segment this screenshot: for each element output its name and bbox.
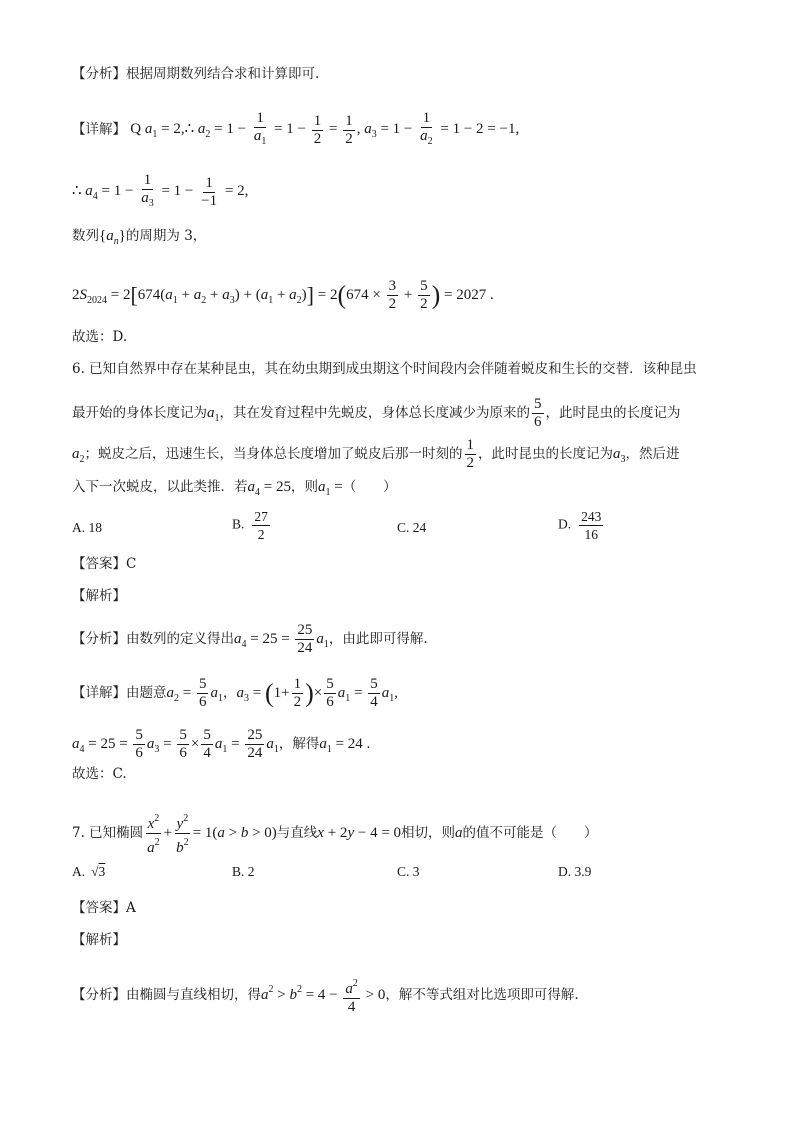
q6-detail-line-1 [72,676,398,711]
q5-detail-line-2 [72,172,248,212]
q5-choice: 故选：D. [72,329,128,345]
option-label: B. [232,516,245,532]
q7-option-c[interactable]: C. 3 [397,864,420,879]
q7-text: 相切，则 [401,824,456,841]
q6-text: ，解得 [278,735,320,752]
q7-option-b[interactable]: B. 2 [232,864,255,879]
math-expr: ∴ $a_4 = 1$ − $\frac{1}{a_3}$ = 1 − $\frac{1}{-1}$ = 2, [72,172,249,209]
q6-text: 由数列的定义得出 [126,630,234,647]
math-a3: $a_3$ [613,446,626,465]
q6-text: 由题意 [126,684,167,701]
math-frac-243-16: $\frac{243}{16}$ [581,509,602,542]
q7-answer-line [72,898,136,918]
q7-text: ，解不等式组对比选项即可得解. [385,986,579,1003]
q6-stem-line-3 [72,437,680,472]
detail-tag: 【详解】 [72,121,126,138]
math-expr: $a_1$ = [317,479,343,498]
q7-stem-line [72,810,598,857]
math-frac-5-6: $\frac{5}{6}$ [534,396,542,430]
q6-stem-line-4 [72,477,397,503]
q5-analysis-line [72,64,319,84]
q6-answer: C [126,556,137,572]
math-sqrt3: √3 [91,864,106,879]
math-expr: $a_1 = 24$ . [319,735,371,755]
math-expr: $a_4 = 25$ [247,479,291,498]
q7-option-d[interactable]: D. 3.9 [558,864,592,879]
math-expr: $a_3 = (1+$ $\frac{1}{2}$ )× $\frac{5}{6}$ $a_1$ = $\frac{5}{4}$ $a_1$, [236,676,398,710]
math-expr: Q $a_1$ = 2,∴ $a_2 = 1$ − $\frac{1}{a_1}$ = 1 − $\frac{1}{2}$ = $\frac{1}{2}$ , $a_3 = 1$ − $\frac{1}{a_2}$ = 1 − 2 = −1, [130,110,520,147]
q6-choice: 故选：C. [72,766,127,782]
q7-option-a[interactable] [72,862,105,882]
q6-option-b[interactable] [232,508,272,543]
analysis-tag: 【分析】 [72,630,126,647]
math-expr: $a_4 = 25$ = $\frac{25}{24}$ $a_1$ [234,622,329,656]
q7-text: 7. 已知椭圆 [72,824,144,841]
math-expr: $a_2$ = $\frac{5}{6}$ $a_1$ [166,676,223,710]
q6-detail-line-2 [72,727,370,762]
q6-text: ，此时昆虫的长度记为 [545,405,681,421]
q6-text: ，则 [290,479,318,495]
math-a2: $a_2$ [72,446,85,465]
option-label: D. [558,516,572,532]
explain-tag: 【解析】 [72,588,126,604]
answer-tag: 【答案】 [72,900,126,916]
q6-text: ， [222,684,237,701]
q6-text: ，由此即可得解. [328,630,428,647]
q6-analysis-line [72,622,428,657]
math-a: a [455,824,463,841]
math-frac-27-2: $\frac{27}{2}$ [254,509,268,542]
q7-answer: A [126,900,136,916]
q5-analysis-text: 根据周期数列结合求和计算即可. [126,66,320,82]
q5-sum-line [72,278,494,313]
q5-period-text: 数列 [72,228,99,244]
math-ellipse: $\frac{x^2}{a^2}$ + $\frac{y^2}{b^2}$ = 1(a > b > 0) [143,825,277,841]
q5-detail-line-1 [72,110,519,150]
explain-tag: 【解析】 [72,932,126,948]
q6-stem-line-1: 6. 已知自然界中存在某种昆虫，其在幼虫期到成虫期这个时间段内会伴随着蜕皮和生长的交替．该种昆虫 [72,361,697,377]
q5-period-line [72,226,206,252]
analysis-tag: 【分析】 [72,986,126,1003]
math-expr: $a_4 = 25$ = $\frac{5}{6}$ $a_3$ = $\frac{5}{6}$ × $\frac{5}{4}$ $a_1$ = $\frac{25}{24}$ $a_1$ [72,727,279,761]
q6-text: 入下一次蜕皮，以此类推．若 [72,479,248,495]
q6-text: ；蜕皮之后，迅速生长，当身体总长度增加了蜕皮后那一时刻的 [84,446,463,462]
q6-text: ，其在发育过程中先蜕皮，身体总长度减少为原来的 [219,405,530,421]
option-label: A. [72,864,86,879]
math-expr: $a^2 > b^2 = 4$ − $\frac{a^2}{4}$ > 0 [261,987,385,1003]
q7-text: 与直线 [276,824,318,841]
math-line: x + 2y − 4 = 0 [317,824,402,841]
q6-stem-line-2 [72,396,681,431]
q6-text: ，此时昆虫的长度记为 [478,446,613,462]
q6-answer-line [72,554,136,574]
detail-tag: 【详解】 [72,684,126,701]
math-a1: $a_1$ [207,405,220,424]
q7-analysis-line [72,975,579,1016]
q6-option-c[interactable]: C. 24 [397,520,427,535]
analysis-tag: 【分析】 [72,66,126,82]
q6-text: （ ） [342,479,397,495]
q7-explain-tag [72,930,126,950]
q6-option-a[interactable]: A. 18 [72,520,102,535]
q6-option-d[interactable] [558,508,605,543]
math-seq: $\{a_n\}$ [99,228,126,247]
q6-text: 最开始的身体长度记为 [72,405,207,421]
q7-text: 由椭圆与直线相切，得 [126,986,261,1003]
math-frac-1-2: $\frac{1}{2}$ [466,437,474,471]
math-expr: $2S_{2024} = 2[674(a_1 + a_2 + a_3) + (a_1 + a_2)] = 2(674$ × $\frac{3}{2}$ + $\frac{5}{2}$ ) = 2027 . [72,278,494,312]
q6-explain-tag [72,586,126,606]
answer-tag: 【答案】 [72,556,126,572]
q7-text: 的值不可能是（ ） [462,824,598,841]
q6-text: ，然后进 [625,446,680,462]
q5-period-text-2: 的周期为 3， [125,228,207,244]
